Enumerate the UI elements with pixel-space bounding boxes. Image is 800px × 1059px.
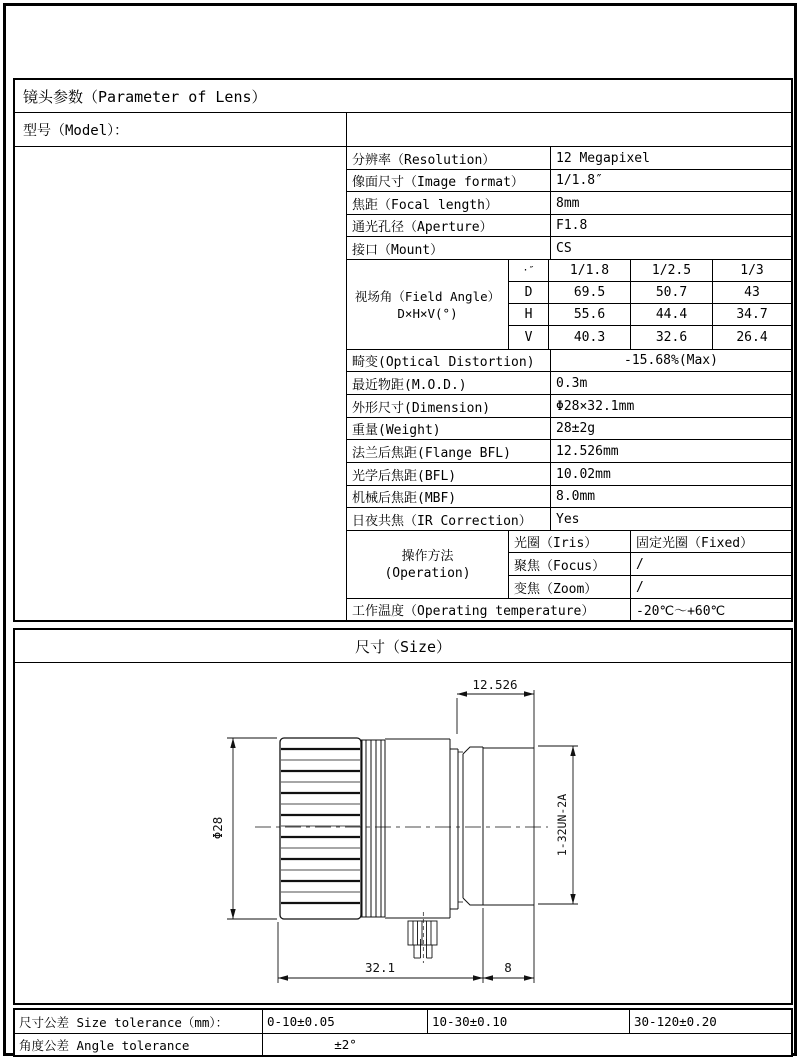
field-angle-col-header: 1/2.5: [631, 260, 713, 281]
barrel-rings: [361, 740, 385, 917]
param-label: 畸变(Optical Distortion): [347, 350, 551, 371]
operation-name: 变焦（Zoom）: [509, 576, 631, 598]
lens-spec-table: [13, 78, 793, 622]
set-screw: [408, 912, 437, 963]
param-value: 12 Megapixel: [556, 150, 650, 166]
param-label: 接口（Mount）: [347, 237, 551, 259]
param-label: 像面尺寸（Image format）: [347, 170, 551, 191]
field-angle-block: [347, 260, 791, 350]
operation-label: [347, 531, 509, 598]
param-value: -15.68%(Max): [624, 353, 718, 368]
param-row-dimension: [347, 395, 791, 418]
knurl-ribs: [281, 749, 360, 903]
field-angle-value: 43: [744, 285, 760, 300]
parameter-header: 镜头参数（Parameter of Lens）: [15, 80, 791, 113]
operation-label-cn: 操作方法: [401, 548, 454, 564]
dimension-label-thread-length: 8: [504, 960, 512, 975]
param-value: CS: [556, 240, 572, 256]
operation-name: 光圈（Iris）: [509, 531, 631, 552]
mount-thread: [483, 748, 534, 905]
param-value: 12.526mm: [556, 443, 619, 459]
param-label: 焦距（Focal length）: [347, 192, 551, 214]
angle-tolerance-row: [15, 1034, 791, 1055]
operation-name: 聚焦（Focus）: [509, 553, 631, 575]
param-value: 8mm: [556, 195, 580, 211]
field-angle-value: 32.6: [631, 326, 713, 349]
field-angle-value: 50.7: [631, 282, 713, 303]
field-angle-label-cn: 视场角（Field Angle）: [354, 288, 501, 304]
param-value: 0.3m: [556, 375, 588, 391]
param-row-bfl: [347, 463, 791, 486]
param-value: 1/1.8″: [556, 173, 603, 188]
param-value: F1.8: [556, 218, 588, 233]
field-angle-row-name: H: [509, 304, 549, 325]
param-row-focal-length: [347, 192, 791, 215]
field-angle-row-name: D: [509, 282, 549, 303]
main-barrel: [385, 739, 463, 918]
param-label: 光学后焦距(BFL): [347, 463, 551, 485]
param-value: 10.02mm: [556, 466, 611, 482]
param-label: 重量(Weight): [347, 418, 551, 439]
field-angle-row-name: V: [509, 326, 549, 349]
dimension-flange-bfl: [457, 690, 534, 983]
operation-row-iris: [509, 531, 791, 553]
field-angle-value: 34.7: [736, 307, 768, 322]
dimension-label-diameter: Φ28: [210, 816, 225, 840]
size-tolerance-label: 尺寸公差 Size tolerance（mm）：: [15, 1010, 263, 1033]
operation-label-en: (Operation): [384, 565, 471, 581]
param-label: 通光孔径（Aperture）: [347, 215, 551, 236]
param-value: 8.0mm: [556, 489, 596, 504]
param-label: 法兰后焦距(Flange BFL): [347, 440, 551, 462]
param-row-flange-bfl: [347, 440, 791, 463]
param-row-image-format: [347, 170, 791, 192]
operation-row-zoom: [509, 576, 791, 598]
dimension-label-thread: 1-32UN-2A: [555, 793, 569, 857]
operation-value: /: [636, 556, 644, 572]
operation-value: 固定光圈（Fixed）: [636, 536, 754, 551]
field-angle-value: 40.3: [549, 326, 631, 349]
model-row: [15, 113, 791, 147]
product-photo-cell-empty: [15, 147, 347, 620]
model-label: 型号（Model）：: [15, 113, 347, 146]
operation-block: [347, 531, 791, 599]
field-angle-value: 69.5: [549, 282, 631, 303]
param-value: -20℃～+60℃: [636, 604, 726, 619]
field-angle-col-header: 1/1.8: [549, 260, 631, 281]
lens-technical-drawing: [15, 663, 791, 1003]
dimension-label-body-length: 32.1: [364, 960, 396, 975]
param-row-aperture: [347, 215, 791, 237]
param-row-mbf: [347, 486, 791, 508]
param-label: 分辨率（Resolution）: [347, 147, 551, 169]
field-angle-header-row: [509, 260, 791, 282]
field-angle-row-h: [509, 304, 791, 326]
operation-value: /: [636, 579, 644, 595]
dimension-thread-length: [483, 975, 534, 980]
param-value: Yes: [556, 511, 580, 527]
tolerance-table: [13, 1008, 793, 1057]
field-angle-value: 55.6: [549, 304, 631, 325]
param-value: Φ28×32.1mm: [556, 398, 635, 414]
param-row-operating-temperature: [347, 599, 791, 620]
operation-row-focus: [509, 553, 791, 576]
param-row-resolution: [347, 147, 791, 170]
field-angle-row-d: [509, 282, 791, 304]
angle-tolerance-value: ±2°: [334, 1037, 357, 1052]
field-angle-row-v: [509, 326, 791, 349]
size-tolerance-row: [15, 1010, 791, 1034]
param-label: 日夜共焦（IR Correction）: [347, 508, 551, 530]
mount-collar: [463, 747, 483, 905]
angle-tolerance-label: 角度公差 Angle tolerance: [15, 1034, 263, 1055]
param-row-mount: [347, 237, 791, 260]
field-angle-value: 26.4: [736, 330, 768, 345]
model-value-empty: [347, 113, 791, 146]
field-angle-corner-mark: ·″: [509, 260, 549, 281]
param-label: 外形尺寸(Dimension): [347, 395, 551, 417]
param-row-ir-correction: [347, 508, 791, 531]
field-angle-value: 44.4: [631, 304, 713, 325]
param-label: 机械后焦距(MBF): [347, 486, 551, 507]
size-tolerance-value: 30-120±0.20: [634, 1014, 717, 1029]
size-tolerance-value: 10-30±0.10: [428, 1010, 630, 1033]
param-label: 最近物距(M.O.D.): [347, 372, 551, 394]
size-tolerance-value: 0-10±0.05: [263, 1010, 428, 1033]
size-section: [13, 628, 793, 1005]
dimension-label-flange-bfl: 12.526: [472, 677, 518, 692]
param-value: 28±2g: [556, 421, 596, 436]
field-angle-label: [347, 260, 509, 349]
param-row-weight: [347, 418, 791, 440]
field-angle-label-sub: D×H×V(°): [397, 305, 458, 321]
size-section-title: 尺寸（Size）: [15, 630, 791, 663]
dimension-diameter: [227, 738, 277, 919]
param-row-distortion: [347, 350, 791, 372]
field-angle-col-header: 1/3: [740, 263, 764, 278]
param-label: 工作温度（Operating temperature）: [347, 599, 631, 620]
param-row-mod: [347, 372, 791, 395]
